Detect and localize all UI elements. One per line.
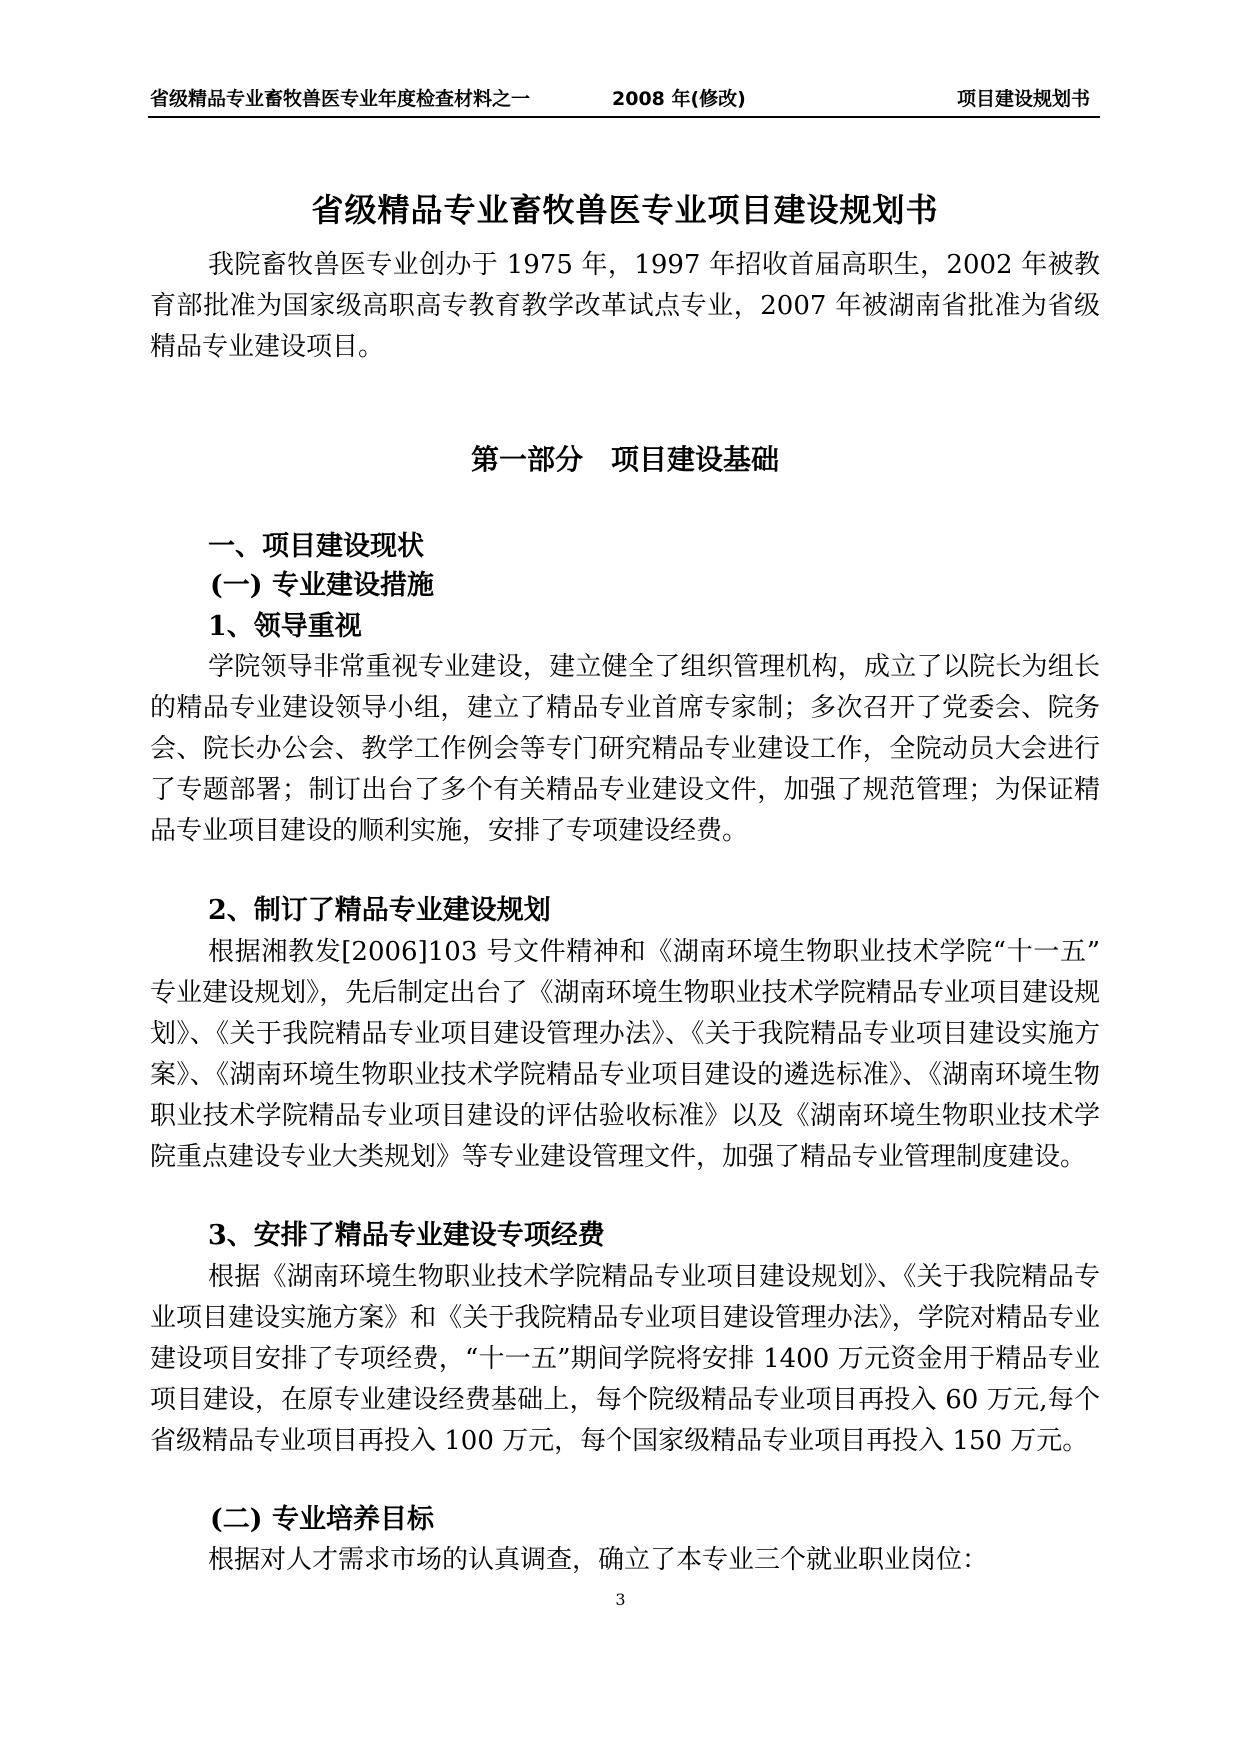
- item-paragraph: 学院领导非常重视专业建设，建立健全了组织管理机构，成立了以院长为组长的精品专业建设领导小组，建立了精品专业首席专家制；多次召开了党委会、院务会、院长办公会、教学工作例会等专门研究精品专业建设工作，全院动员大会进行了专题部署；制订出台了多个有关精品专业建设文件，加强了规范管理；为保证精品专业项目建设的顺利实施，安排了专项建设经费。: [150, 652, 1100, 846]
- header-right-text: 项目建设规划书: [956, 88, 1090, 110]
- intro-paragraph: 我院畜牧兽医专业创办于 1975 年，1997 年招收首届高职生，2002 年被教育部批准为国家级高职高专教育教学改革试点专业，2007 年被湖南省批准为省级精品专业建设项目。: [150, 250, 1100, 362]
- part-heading: 第一部分 项目建设基础: [470, 443, 779, 476]
- header-rule: [148, 116, 1100, 118]
- subsection-paragraph: 根据对人才需求市场的认真调查，确立了本专业三个就业职业岗位：: [208, 1545, 989, 1575]
- header-middle-text: 2008 年(修改): [612, 88, 746, 110]
- page-number: 3: [615, 1590, 626, 1609]
- item-paragraph: 根据湘教发[2006]103 号文件精神和《湖南环境生物职业技术学院“十一五” 专业建设规划》，先后制定出台了《湖南环境生物职业技术学院精品专业项目建设规划》、《关于我院精品专业项目建设管理办法》、《关于我院精品专业项目建设实施方案》、《湖南环境生物职业技术学院精品专业项目建设的遴选标准》、《湖南环境生物职业技术学院精品专业项目建设的评估验收标准》以及《湖南环境生物职业技术学院重点建设专业大类规划》等专业建设管理文件，加强了精品专业管理制度建设。: [150, 937, 1100, 1172]
- subsection-heading: (一) 专业建设措施: [210, 570, 434, 601]
- document-title: 省级精品专业畜牧兽医专业项目建设规划书: [311, 191, 939, 229]
- section-heading: 一、项目建设现状: [208, 531, 424, 562]
- item-paragraph: 根据《湖南环境生物职业技术学院精品专业项目建设规划》、《关于我院精品专业项目建设实施方案》和《关于我院精品专业项目建设管理办法》，学院对精品专业建设项目安排了专项经费，“十一五”期间学院将安排 1400 万元资金用于精品专业项目建设，在原专业建设经费基础上，每个院级精品专业项目再投入 60 万元,每个省级精品专业项目再投入 100 万元，每个国家级精品专业项目再投入 150 万元。: [150, 1262, 1100, 1456]
- item-heading: 3、安排了精品专业建设专项经费: [208, 1220, 605, 1251]
- running-header: [150, 84, 1100, 114]
- item-heading: 1、领导重视: [208, 611, 362, 642]
- subsection-heading: (二) 专业培养目标: [210, 1504, 434, 1535]
- header-left-text: 省级精品专业畜牧兽医专业年度检查材料之一: [150, 88, 531, 110]
- item-heading: 2、制订了精品专业建设规划: [208, 895, 551, 926]
